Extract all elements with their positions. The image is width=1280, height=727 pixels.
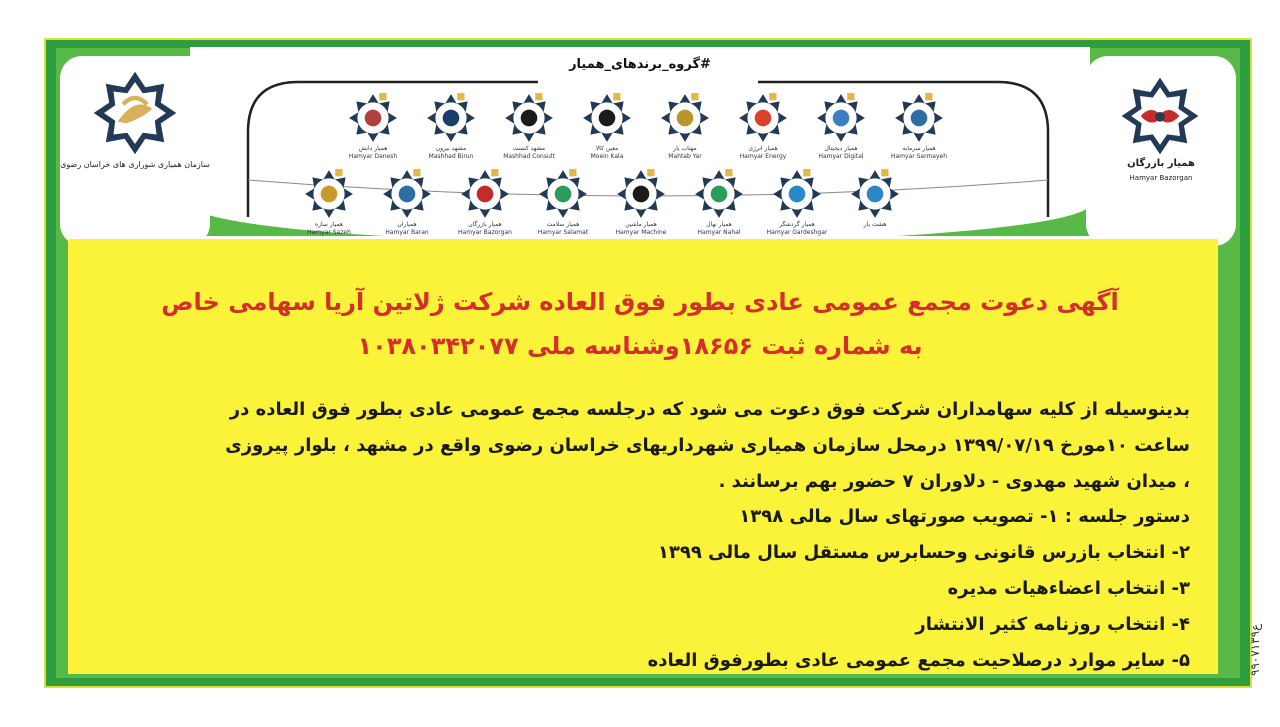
right-brand-caption-en: Hamyar Bazorgan: [1129, 174, 1193, 182]
agenda-item: ۳- انتخاب اعضاءهیات مدیره: [947, 577, 1190, 599]
left-org-card: [60, 56, 210, 246]
brand-logo-label: همیار دانش: [358, 145, 388, 152]
brand-logo-label-en: Mashhad Birun: [428, 153, 474, 160]
brand-logo: [730, 92, 796, 162]
brand-logo: [608, 168, 674, 238]
right-brand-card: [1086, 56, 1236, 246]
brand-logo-label: همیار سازه: [315, 221, 343, 228]
announcement-subtitle: به شماره ثبت ۱۸۶۵۶وشناسه ملی ۱۰۳۸۰۳۴۲۰۷۷: [357, 332, 923, 360]
brand-logo-label: همیار سرمایه: [902, 145, 936, 152]
brand-emblem-icon: [503, 92, 555, 144]
body-line: ساعت ۱۰مورخ ۱۳۹۹/۰۷/۱۹ درمحل سازمان همیاری شهرداریهای خراسان رضوی واقع در مشهد ، بلوار پیروزی: [225, 434, 1190, 456]
org-emblem-icon: [92, 70, 178, 156]
brand-emblem-icon: [347, 92, 399, 144]
announcement-body: [100, 392, 1190, 678]
brand-logo-label: همیار دیجیتال: [824, 145, 858, 152]
brand-logo: [374, 168, 440, 238]
brand-emblem-icon: [849, 168, 901, 220]
brand-emblem-icon: [425, 92, 477, 144]
brand-logo: [686, 168, 752, 238]
brand-logo: [764, 168, 830, 238]
brand-logo-label: همیاران: [397, 221, 417, 228]
brand-logo-label: مهتاب یار: [673, 145, 697, 152]
brand-emblem-icon: [615, 168, 667, 220]
brand-logo-label-en: Hamyar Digital: [818, 153, 864, 160]
reference-stamp: ع۹۹۰۷۱۳۹: [1248, 623, 1262, 677]
brand-logo: [340, 92, 406, 162]
brand-logo-label-en: Hamyar Salamat: [537, 229, 589, 236]
brand-logo: [808, 92, 874, 162]
handshake-emblem-icon: [1120, 76, 1200, 156]
group-hashtag: #گروه_برندهای_همیار: [569, 57, 711, 72]
brand-logo-label-en: Mashhad Consult: [503, 153, 555, 160]
agenda-item: ۲- انتخاب بازرس قانونی وحسابرس مستقل سال مالی ۱۳۹۹: [657, 542, 1190, 564]
brand-logo-label: همیار انرژی: [748, 145, 778, 152]
brand-logo-label-en: Hamyar Machine: [615, 229, 667, 236]
brand-emblem-icon: [459, 168, 511, 220]
brand-emblem-icon: [737, 92, 789, 144]
brand-logos-row-1: [340, 92, 952, 162]
brand-logo-label: همیار گردشگر: [779, 221, 815, 228]
brand-logo-label-en: Hamyar Sazeh: [307, 229, 351, 236]
brand-logo: [842, 168, 908, 238]
brand-logo-label-en: Hamyar Nahal: [697, 229, 741, 236]
brand-emblem-icon: [693, 168, 745, 220]
brand-logo-label-en: Hamyar Sarmayeh: [890, 153, 948, 160]
brand-logo-label: همیار ماشین: [625, 221, 657, 228]
brand-logo-label-en: Hamyar Gardeshgar: [766, 229, 828, 236]
right-brand-caption: همیار بازرگان: [1127, 158, 1195, 169]
brand-logo-label: همیار سلامت: [546, 221, 580, 228]
brand-logo: [886, 92, 952, 162]
body-line: ، میدان شهید مهدوی - دلاوران ۷ حضور بهم برسانند .: [718, 470, 1190, 492]
brand-emblem-icon: [581, 92, 633, 144]
brand-emblem-icon: [771, 168, 823, 220]
brand-logo-label: مشهد کنست: [512, 145, 546, 152]
left-org-caption: سازمان همیاری شوراری های خراسان رضوی: [60, 160, 210, 169]
brand-logo-label: مشهد بیرون: [435, 145, 467, 152]
brand-logo: [530, 168, 596, 238]
agenda-item: ۵- سایر موارد درصلاحیت مجمع عمومی عادی بطورفوق العاده: [647, 649, 1190, 671]
brand-logo: [296, 168, 362, 238]
brand-emblem-icon: [303, 168, 355, 220]
brand-emblem-icon: [381, 168, 433, 220]
brand-logo-label: همیار بازرگان: [468, 221, 502, 228]
brand-logo-label-en: Mahtab Yar: [668, 153, 702, 160]
agenda-item: ۴- انتخاب روزنامه کثیر الانتشار: [915, 613, 1190, 635]
brand-emblem-icon: [893, 92, 945, 144]
brand-emblem-icon: [815, 92, 867, 144]
brand-emblem-icon: [537, 168, 589, 220]
brand-logo-label-en: Hamyar Danesh: [348, 153, 398, 160]
brand-logo-label: معین کالا: [595, 145, 619, 152]
brand-emblem-icon: [659, 92, 711, 144]
brand-logos-row-2: [296, 168, 908, 238]
brand-logo: [418, 92, 484, 162]
brand-logo-label: هشت یار: [863, 221, 887, 228]
brand-logo: [452, 168, 518, 238]
body-line: بدینوسیله از کلیه سهامداران شرکت فوق دعوت می شود که درجلسه مجمع عمومی عادی بطور فوق العاده در: [229, 399, 1190, 420]
brand-logo-label-en: Moein Kala: [590, 153, 624, 160]
brand-logo-label-en: Hamyar Bazorgan: [458, 229, 512, 236]
brand-logo-label-en: Hamyar Baran: [385, 229, 429, 236]
announcement-title: آگهی دعوت مجمع عمومی عادی بطور فوق العاده شرکت ژلاتین آریا سهامی خاص: [161, 288, 1119, 316]
brand-logo: [652, 92, 718, 162]
brand-logo: [574, 92, 640, 162]
brand-logo-label-en: Hamyar Energy: [739, 153, 787, 160]
brand-logo: [496, 92, 562, 162]
agenda-item: دستور جلسه : ۱- تصویب صورتهای سال مالی ۱۳۹۸: [739, 506, 1190, 528]
brand-logo-label: همیار نهال: [706, 221, 732, 228]
